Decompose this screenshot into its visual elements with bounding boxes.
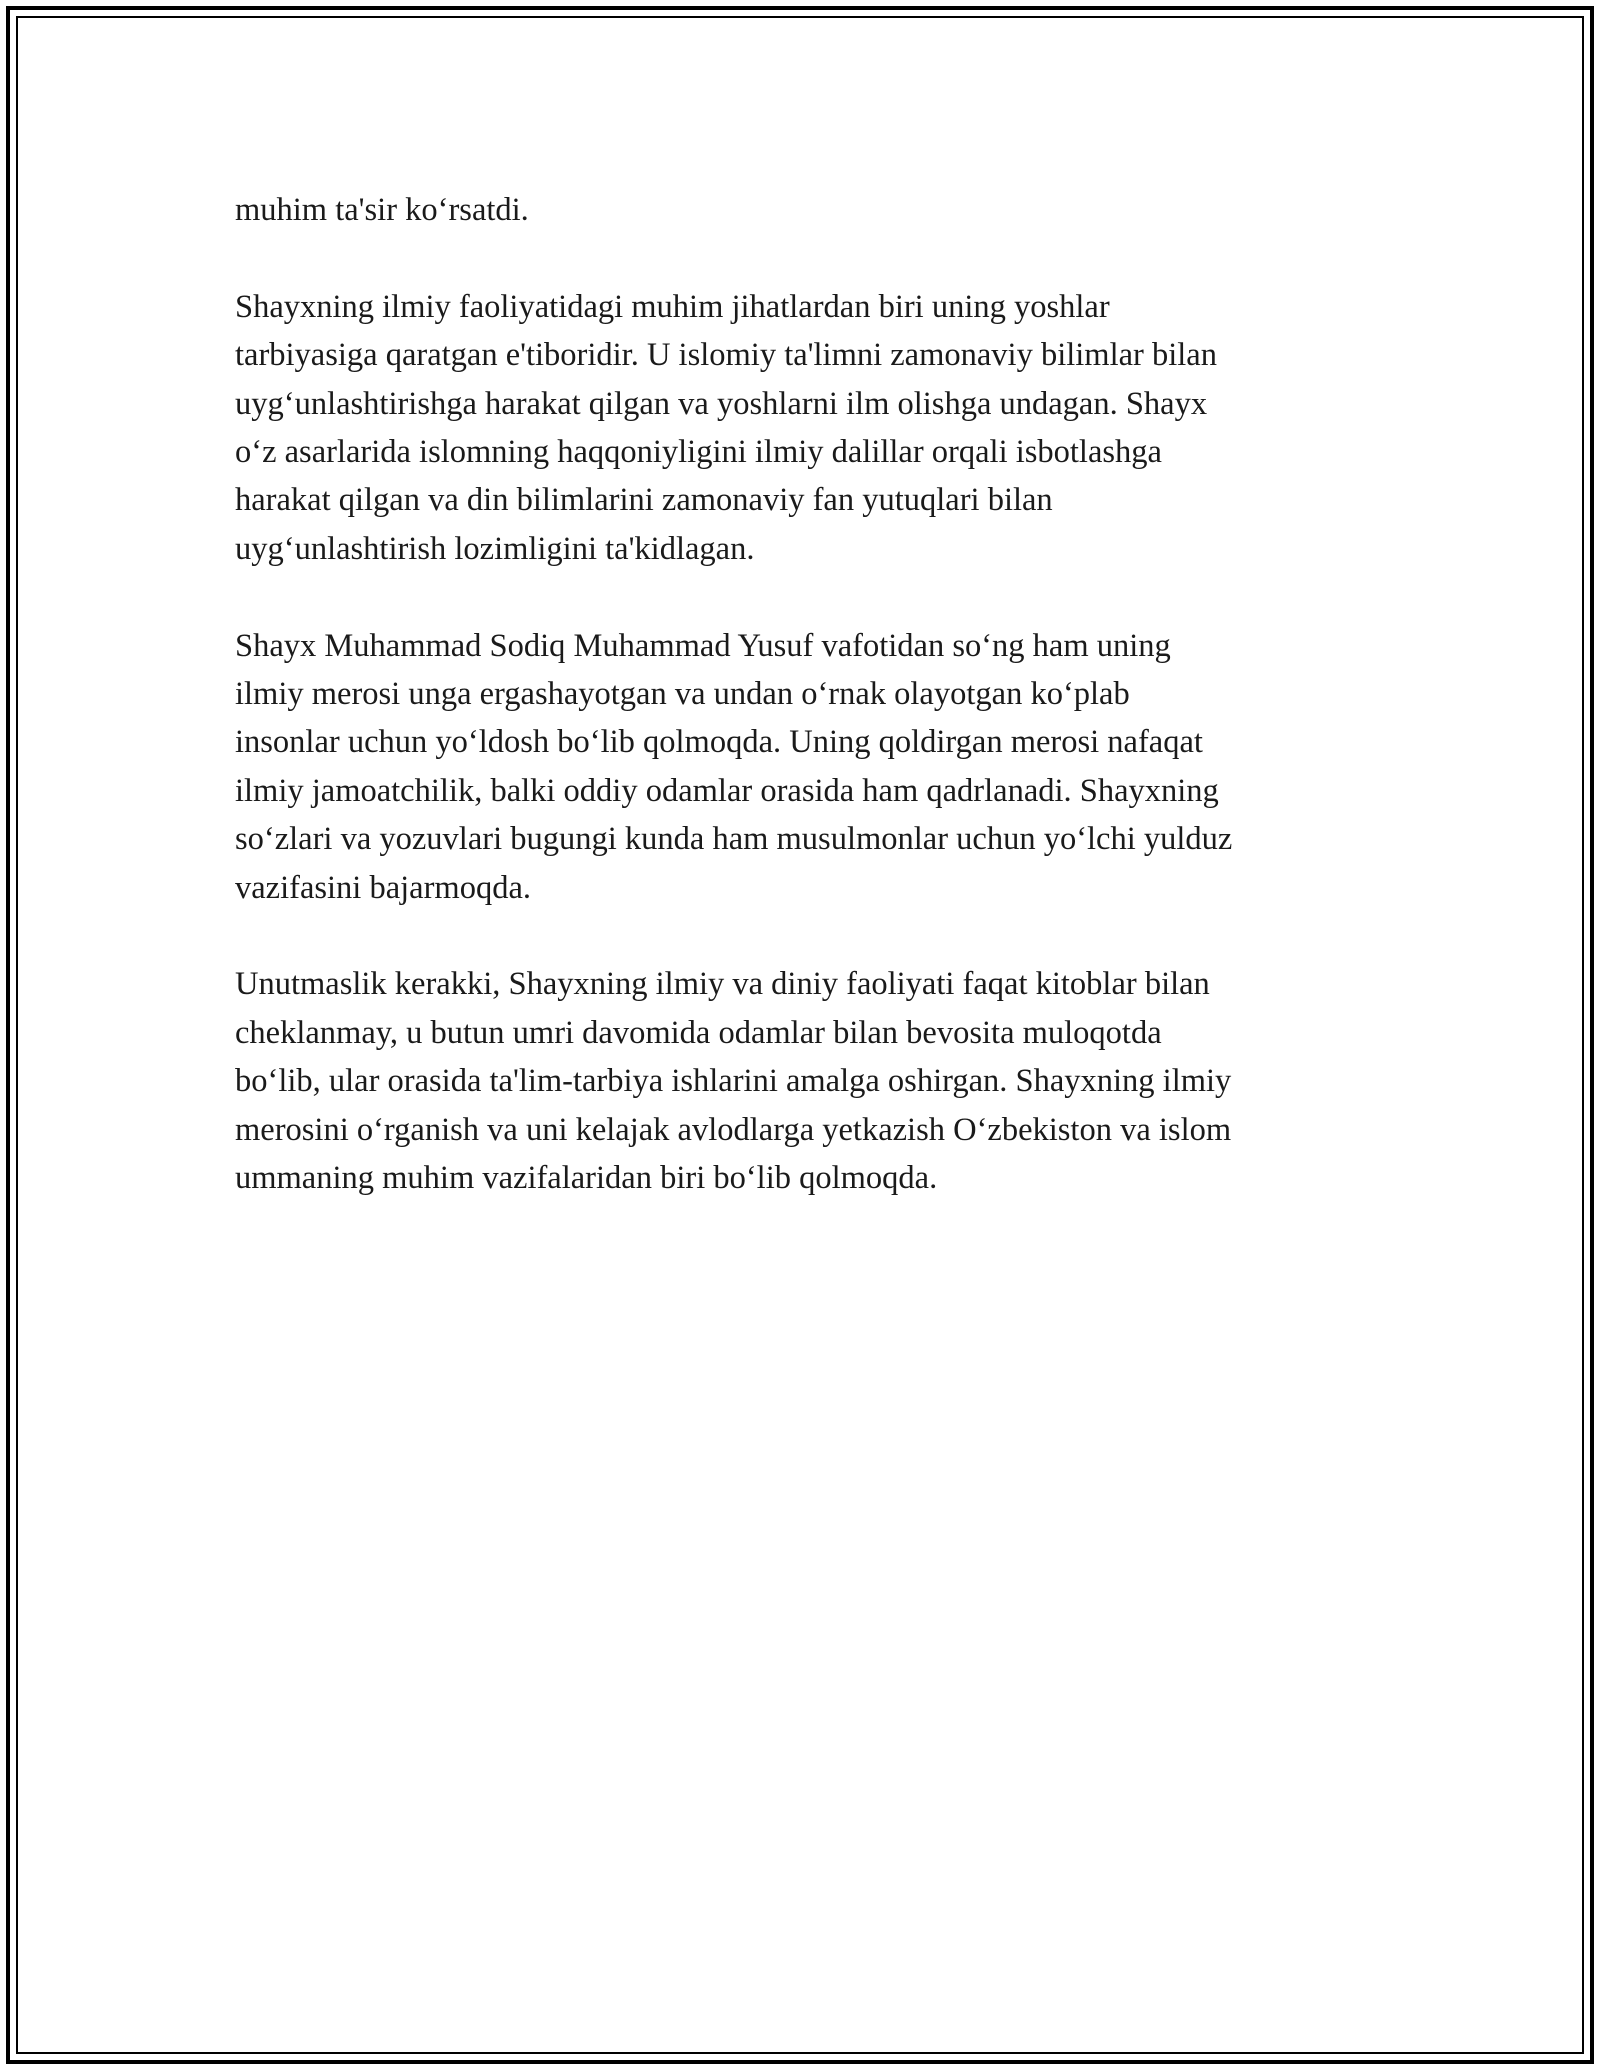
- paragraph-3: [235, 622, 1375, 912]
- text-line: muhim ta'sir ko‘rsatdi.: [235, 192, 529, 228]
- text-line: harakat qilgan va din bilimlarini zamonaviy fan yutuqlari bilan: [235, 482, 1053, 519]
- paragraph-spacer: [235, 912, 1375, 960]
- text-line: ummaning muhim vazifalaridan biri bo‘lib qolmoqda.: [235, 1160, 938, 1197]
- paragraph-spacer: [235, 573, 1375, 621]
- text-line: so‘zlari va yozuvlari bugungi kunda ham musulmonlar uchun yo‘lchi yulduz: [235, 821, 1233, 858]
- document-body: [235, 186, 1375, 1202]
- text-line: ilmiy merosi unga ergashayotgan va undan o‘rnak olayotgan ko‘plab: [235, 676, 1130, 713]
- text-line: Shayxning ilmiy faoliyatidagi muhim jihatlardan biri uning yoshlar: [235, 288, 1110, 325]
- text-line: insonlar uchun yo‘ldosh bo‘lib qolmoqda. Uning qoldirgan merosi nafaqat: [235, 724, 1203, 761]
- text-line: uyg‘unlashtirish lozimligini ta'kidlagan.: [235, 530, 755, 567]
- text-line: Unutmaslik kerakki, Shayxning ilmiy va diniy faoliyati faqat kitoblar bilan: [235, 966, 1210, 1003]
- text-line: o‘z asarlarida islomning haqqoniyligini ilmiy dalillar orqali isbotlashga: [235, 434, 1162, 471]
- text-line: ilmiy jamoatchilik, balki oddiy odamlar orasida ham qadrlanadi. Shayxning: [235, 772, 1219, 809]
- paragraph-1: [235, 186, 1375, 234]
- paragraph-4: [235, 960, 1375, 1202]
- text-line: cheklanmay, u butun umri davomida odamlar bilan bevosita muloqotda: [235, 1014, 1162, 1051]
- paragraph-2: [235, 283, 1375, 573]
- paragraph-spacer: [235, 234, 1375, 282]
- text-line: bo‘lib, ular orasida ta'lim-tarbiya ishlarini amalga oshirgan. Shayxning ilmiy: [235, 1063, 1232, 1100]
- text-line: vazifasini bajarmoqda.: [235, 869, 531, 906]
- text-line: uyg‘unlashtirishga harakat qilgan va yoshlarni ilm olishga undagan. Shayx: [235, 385, 1208, 422]
- text-line: tarbiyasiga qaratgan e'tiboridir. U islomiy ta'limni zamonaviy bilimlar bilan: [235, 337, 1217, 374]
- text-line: merosini o‘rganish va uni kelajak avlodlarga yetkazish O‘zbekiston va islom: [235, 1111, 1232, 1148]
- text-line: Shayx Muhammad Sodiq Muhammad Yusuf vafotidan so‘ng ham uning: [235, 627, 1171, 664]
